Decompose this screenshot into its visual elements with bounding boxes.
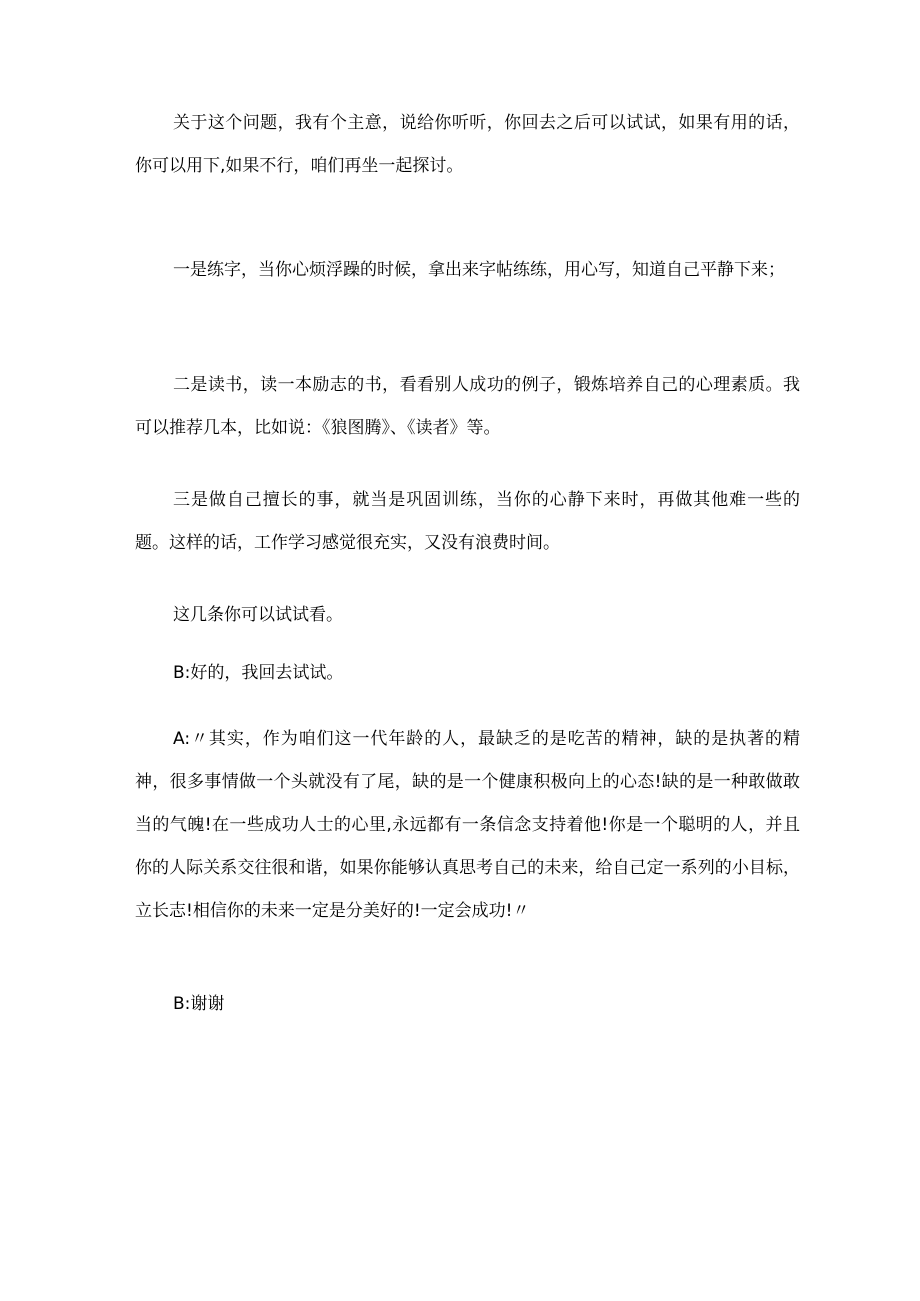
paragraph-b-thanks: B:谢谢 bbox=[173, 994, 225, 1014]
paragraph-b-reply: B:好的，我回去试试。 bbox=[173, 663, 344, 683]
paragraph-practice-calligraphy: 一是练字，当你心烦浮躁的时候，拿出来字帖练练，用心写，知道自己平静下来； bbox=[173, 260, 785, 280]
paragraph-do-strengths: 三是做自己擅长的事，就当是巩固训练，当你的心静下来时，再做其他难一些的题。这样的话，工作学习感觉很充实，又没有浪费时间。 bbox=[135, 490, 800, 553]
paragraph-read-books: 二是读书，读一本励志的书，看看别人成功的例子，锻炼培养自己的心理素质。我可以推荐几本，比如说：《狼图腾》、《读者》等。 bbox=[135, 375, 800, 438]
paragraph-try-these: 这几条你可以试试看。 bbox=[173, 605, 343, 625]
paragraph-a-encouragement: A:〃其实，作为咱们这一代年龄的人，最缺乏的是吃苦的精神，缺的是执著的精神，很多事情做一个头就没有了尾，缺的是一个健康积极向上的心态!缺的是一种敢做敢当的气魄!在一些成功人士的心里,永远都有一条信念支持着他!你是一个聪明的人，并且你的人际关系交往很和谐，如果你能够认真思考自己的未来，给自己定一系列的小目标，立长志!相信你的未来一定是分美好的!一定会成功!〃 bbox=[135, 729, 800, 921]
paragraph-suggestion-intro: 关于这个问题，我有个主意，说给你听听，你回去之后可以试试，如果有用的话，你可以用下,如果不行，咱们再坐一起探讨。 bbox=[135, 113, 800, 176]
